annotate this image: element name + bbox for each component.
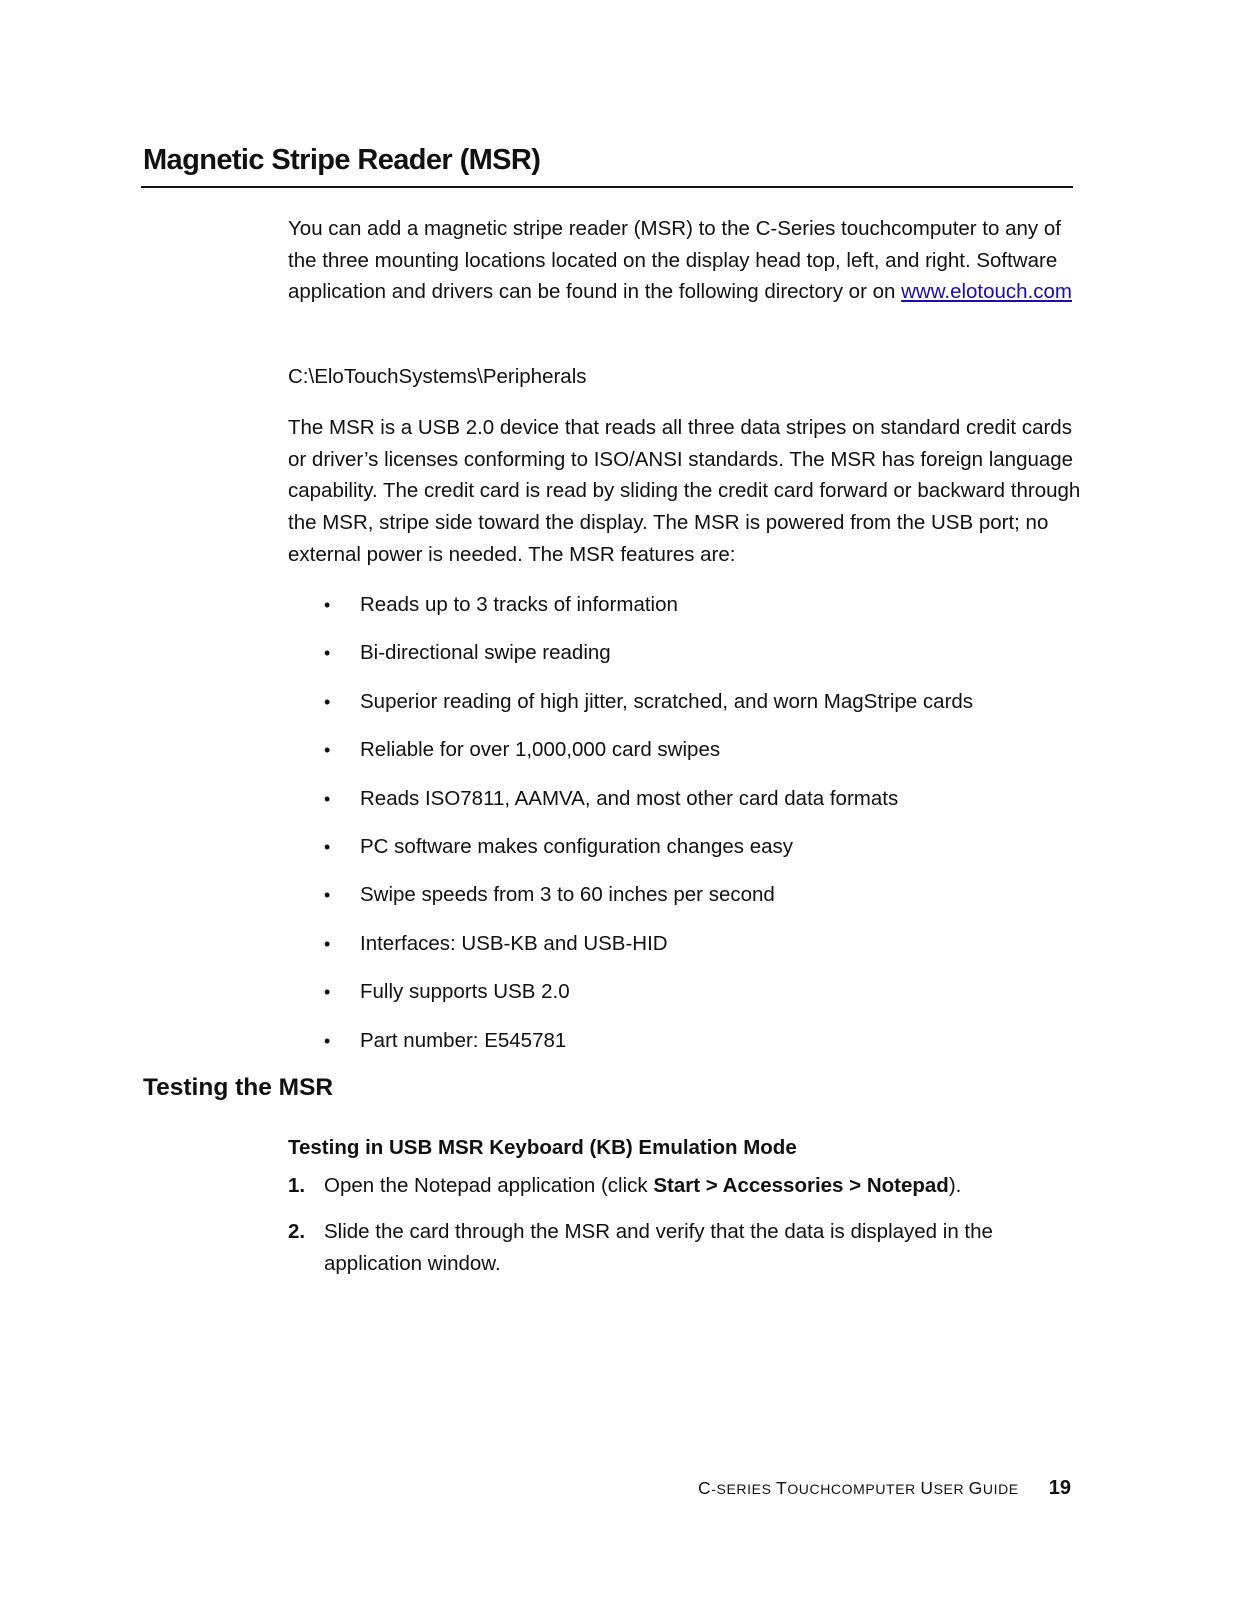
testing-heading: Testing the MSR (143, 1074, 334, 1101)
list-item (288, 784, 1088, 832)
intro-section (288, 213, 1088, 308)
bullet-icon: • (324, 933, 331, 954)
step-number: 1. (288, 1174, 306, 1197)
guide-title-part: T (776, 1478, 788, 1498)
feature-text: Reads ISO7811, AAMVA, and most other card data formats (360, 786, 899, 810)
step-menu-path: Start > Accessories > Notepad (653, 1174, 949, 1197)
feature-text: Superior reading of high jitter, scratched, and worn MagStripe cards (360, 689, 974, 713)
bullet-icon: • (324, 691, 331, 712)
feature-list (288, 590, 1088, 1074)
title-divider (141, 186, 1073, 188)
page-footer (698, 1477, 1071, 1500)
guide-title (698, 1478, 1019, 1498)
guide-title-part: C (698, 1478, 712, 1498)
guide-title-part: SER (933, 1481, 969, 1497)
bullet-icon: • (324, 982, 331, 1003)
feature-text: Interfaces: USB-KB and USB-HID (360, 931, 668, 955)
test-steps (288, 1170, 1088, 1294)
guide-title-part: UIDE (982, 1481, 1019, 1497)
feature-text: PC software makes configuration changes easy (360, 834, 794, 858)
step-text-pre: Open the Notepad application (click (324, 1174, 654, 1197)
bullet-icon: • (324, 1030, 331, 1051)
intro-text: You can add a magnetic stripe reader (MSR) to the C-Series touchcomputer to any of the three mounting locations located on the display head top, left, and right. Software application and drivers can be found in the following directory or on (288, 217, 1061, 304)
bullet-icon: • (324, 836, 331, 857)
list-item (288, 687, 1088, 735)
guide-title-part: -SERIES (711, 1481, 777, 1497)
feature-text: Swipe speeds from 3 to 60 inches per second (360, 883, 775, 907)
bullet-icon: • (324, 643, 331, 664)
description-paragraph: The MSR is a USB 2.0 device that reads all three data stripes on standard credit cards or driver’s licenses conforming to ISO/ANSI standards. The MSR has foreign language capability. The credit card is read by sliding the credit card forward or backward through the MSR, stripe side toward the display. The MSR is powered from the USB port; no external power is needed. The MSR features are: (288, 416, 1081, 566)
list-item (288, 590, 1088, 638)
feature-text: Bi-directional swipe reading (360, 641, 611, 665)
guide-title-part: G (968, 1478, 983, 1498)
step-item (288, 1170, 1088, 1202)
bullet-icon: • (324, 740, 331, 761)
list-item (288, 977, 1088, 1025)
list-item (288, 880, 1088, 928)
bullet-icon: • (324, 885, 331, 906)
elotouch-link[interactable]: www.elotouch.com (901, 280, 1073, 304)
guide-title-part: OUCHCOMPUTER (787, 1481, 921, 1497)
list-item (288, 1026, 1088, 1074)
bullet-icon: • (324, 788, 331, 809)
kb-mode-heading: Testing in USB MSR Keyboard (KB) Emulation Mode (288, 1136, 797, 1159)
step-number: 2. (288, 1220, 306, 1243)
path-section (288, 361, 1088, 393)
list-item (288, 735, 1088, 783)
feature-text: Fully supports USB 2.0 (360, 980, 570, 1004)
step-text-post: ). (948, 1174, 962, 1197)
feature-text: Reads up to 3 tracks of information (360, 593, 678, 616)
list-item (288, 638, 1088, 686)
step-text: Slide the card through the MSR and verify that the data is displayed in the application window. (324, 1220, 993, 1275)
page-number: 19 (1048, 1477, 1071, 1499)
page-title: Magnetic Stripe Reader (MSR) (143, 144, 541, 176)
list-item (288, 929, 1088, 977)
feature-text: Part number: E545781 (360, 1028, 567, 1052)
bullet-icon: • (324, 595, 331, 615)
guide-title-part: U (920, 1478, 934, 1498)
step-item (288, 1216, 1088, 1280)
directory-path: C:\EloTouchSystems\Peripherals (288, 365, 587, 388)
list-item (288, 832, 1088, 880)
feature-text: Reliable for over 1,000,000 card swipes (360, 738, 721, 762)
description-section (288, 412, 1088, 571)
intro-paragraph (288, 213, 1088, 308)
